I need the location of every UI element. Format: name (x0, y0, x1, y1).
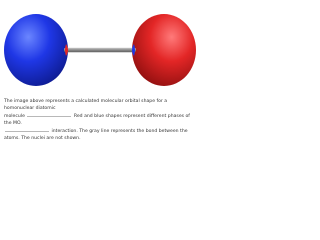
blue-lobe (4, 14, 68, 86)
caption-line-1: The image above represents a calculated molecular orbital shape for a homonuclear diatomic (4, 99, 168, 111)
caption-line-2a: molecule (4, 114, 25, 120)
caption-line-2b: Red and blue shapes represent different phases of the MO. (4, 114, 190, 126)
molecular-orbital-figure (0, 0, 200, 100)
figure-stage (0, 0, 200, 141)
figure-caption (4, 99, 196, 143)
answer-blank-2[interactable] (5, 127, 49, 132)
answer-blank-1[interactable] (27, 112, 71, 117)
caption-line-3b: interaction. The gray line represents the bond between the atoms. The nuclei are not shown. (4, 129, 188, 141)
bond-line (64, 48, 136, 52)
red-lobe (132, 14, 196, 86)
